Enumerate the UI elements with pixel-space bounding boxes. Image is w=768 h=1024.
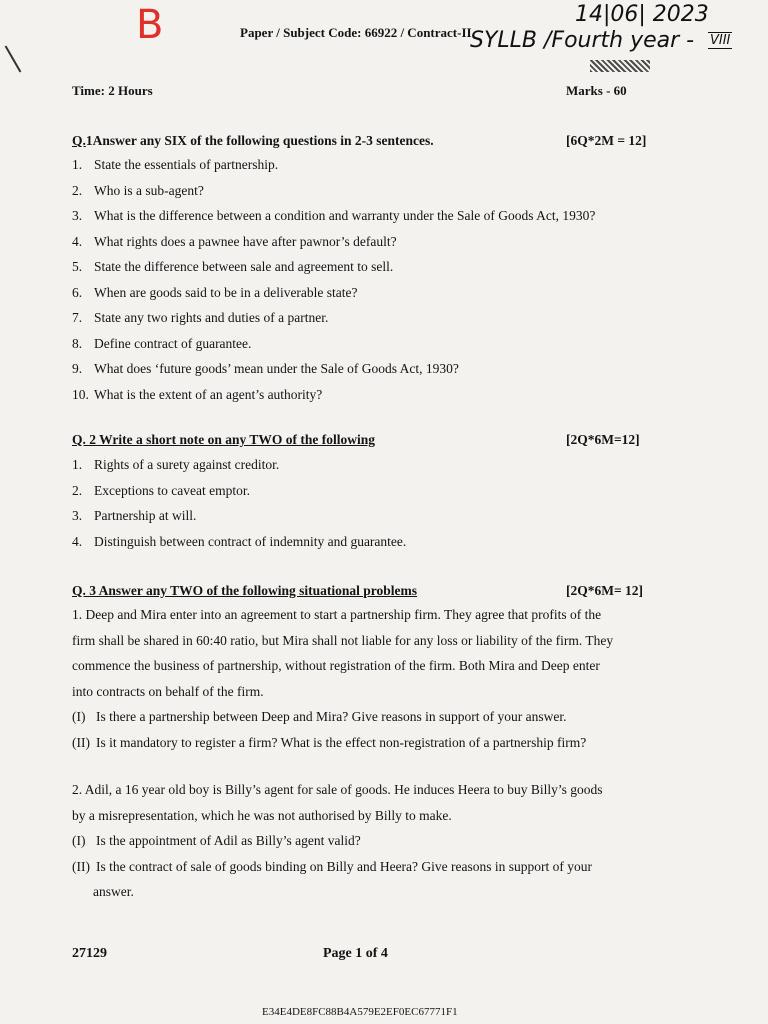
sub-question: (I) Is there a partnership between Deep and Mira? Give reasons in support of your answer. xyxy=(72,709,567,724)
exam-time: Time: 2 Hours xyxy=(72,83,153,98)
exam-marks: Marks - 60 xyxy=(566,83,627,98)
sub-question: (II) Is the contract of sale of goods binding on Billy and Heera? Give reasons in support of your xyxy=(72,858,593,874)
handwritten-course: SYLLB /Fourth year - xyxy=(470,28,695,53)
sub-question-tail: answer. xyxy=(93,884,134,899)
list-item: 4. What rights does a pawnee have after pawnor’s default? xyxy=(72,233,397,249)
list-item: 1. Rights of a surety against creditor. xyxy=(72,457,280,472)
list-item: 10. What is the extent of an agent’s authority? xyxy=(72,386,323,402)
q2-heading: Q. 2 Write a short note on any TWO of the following xyxy=(72,432,376,447)
q2-list xyxy=(72,452,406,554)
q1-marks: [6Q*2M = 12] xyxy=(566,133,647,148)
q3-problem-2 xyxy=(72,777,603,905)
handwritten-semester: VIII xyxy=(710,33,731,48)
paragraph-line: into contracts on behalf of the firm. xyxy=(72,683,264,699)
list-item: 4. Distinguish between contract of indemnity and guarantee. xyxy=(72,533,407,549)
paragraph-line: by a misrepresentation, which he was not authorised by Billy to make. xyxy=(72,807,452,823)
list-item: 7. State any two rights and duties of a partner. xyxy=(72,310,329,325)
footer-page: Page 1 of 4 xyxy=(323,946,388,961)
q3-problem-1 xyxy=(72,602,613,755)
footer-hash: E34E4DE8FC88B4A579E2EF0EC67771F1 xyxy=(262,1006,458,1018)
footer-code: 27129 xyxy=(72,946,107,961)
paragraph-line: firm shall be shared in 60:40 ratio, but Mira shall not liable for any loss or liability of the firm. They xyxy=(72,632,614,648)
sub-question: (I) Is the appointment of Adil as Billy’s agent valid? xyxy=(72,833,361,848)
list-item: 6. When are goods said to be in a deliverable state? xyxy=(72,284,358,300)
list-item: 2. Exceptions to caveat emptor. xyxy=(72,482,250,498)
q3-heading: Q. 3 Answer any TWO of the following situational problems xyxy=(72,583,418,598)
margin-stroke xyxy=(5,46,22,73)
list-item: 1. State the essentials of partnership. xyxy=(72,157,279,172)
list-item: 2. Who is a sub-agent? xyxy=(72,182,204,198)
scribble-mark xyxy=(590,60,650,72)
q1-list xyxy=(72,152,595,407)
paragraph-line: commence the business of partnership, without registration of the firm. Both Mira and Deep enter xyxy=(72,658,600,673)
q1-prefix: Q. xyxy=(72,133,86,148)
q1-heading xyxy=(72,133,434,149)
list-item: 3. What is the difference between a condition and warranty under the Sale of Goods Act, 1930? xyxy=(72,208,596,223)
list-item: 5. State the difference between sale and agreement to sell. xyxy=(72,259,394,274)
handwritten-date: 14|06| 2023 xyxy=(575,2,709,27)
list-item: 3. Partnership at will. xyxy=(72,508,197,523)
list-item: 8. Define contract of guarantee. xyxy=(72,335,252,351)
paper-code: Paper / Subject Code: 66922 / Contract-II xyxy=(240,25,472,40)
sub-question: (II) Is it mandatory to register a firm? What is the effect non-registration of a partnership firm? xyxy=(72,734,587,750)
paragraph-line: 1. Deep and Mira enter into an agreement to start a partnership firm. They agree that profits of the xyxy=(72,607,602,622)
q3-marks: [2Q*6M= 12] xyxy=(566,583,644,598)
q1-heading-text: 1Answer any SIX of the following questions in 2-3 sentences. xyxy=(85,133,434,148)
list-item: 9. What does ‘future goods’ mean under the Sale of Goods Act, 1930? xyxy=(72,361,459,376)
handwritten-set-letter: B xyxy=(136,2,164,48)
q2-marks: [2Q*6M=12] xyxy=(566,432,640,447)
paragraph-line: 2. Adil, a 16 year old boy is Billy’s agent for sale of goods. He induces Heera to buy Billy’s goods xyxy=(72,782,603,797)
